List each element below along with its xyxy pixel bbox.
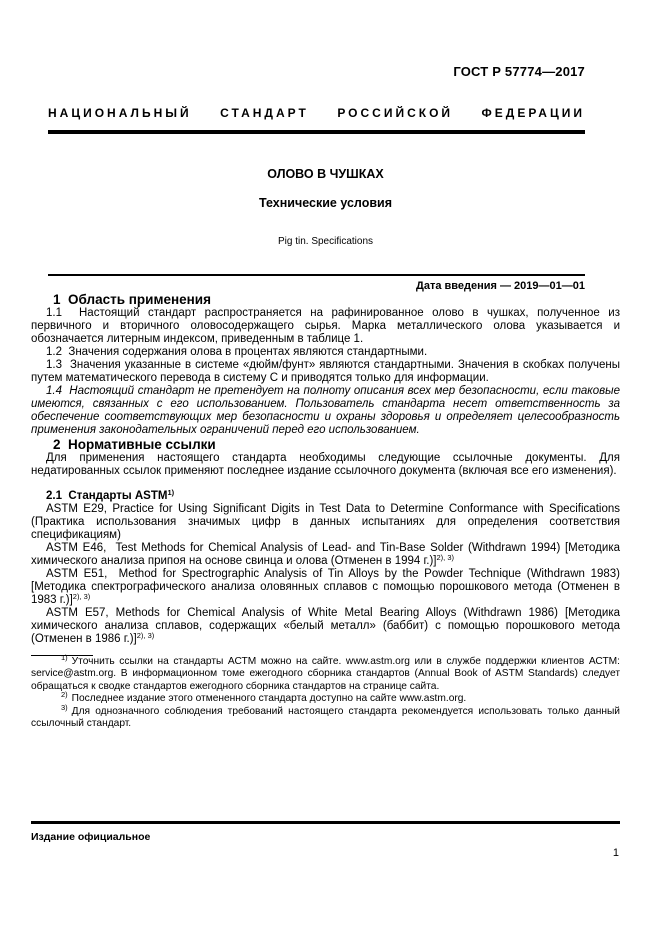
reference-astm-e51 [31, 568, 620, 607]
subtitle-ru: Технические условия [258, 196, 392, 210]
page-content [31, 64, 620, 730]
footnote-text: Последнее издание этого отмененного стандарта доступно на сайте www.astm.org. [71, 693, 467, 705]
footnote-text: Для однозначного соблюдения требований настоящего стандарта рекомендуется использовать только данный ссылочный стандарт. [31, 705, 620, 730]
reference-text: ASTM E46, Test Methods for Chemical Analysis of Lead- and Tin-Base Solder (Withdrawn 1994) [Методика химического анализа припоя на основе свинца и олова (Отменен в 1994 г.)] [31, 542, 620, 567]
title-rule [48, 274, 585, 276]
paragraph-1-3: 1.3 Значения указанные в системе «дюйм/фунт» являются стандартными. Значения в скобках получены путем математического перевода в систему С и приводятся только для информации. [31, 359, 620, 384]
footnote-ref: 2), 3) [436, 553, 454, 562]
date-block [48, 274, 585, 292]
footer-rule [31, 821, 620, 824]
reference-astm-e46 [31, 542, 620, 568]
footnote-ref-1: 1) [167, 488, 175, 497]
footnote-marker: 2) [61, 690, 68, 700]
page-number: 1 [612, 847, 619, 859]
reference-astm-e29 [31, 503, 620, 542]
section-2-1-label: 2.1 Стандарты ASTM [46, 490, 168, 502]
doc-number: ГОСТ Р 57774—2017 [453, 64, 585, 79]
introduction-date: Дата введения — 2019—01—01 [416, 280, 585, 292]
section-2-heading: 2 Нормативные ссылки [53, 437, 216, 452]
title-en: Pig tin. Specifications [277, 236, 374, 247]
footnote-text: Уточнить ссылки на стандарты АСТМ можно на сайте. www.astm.org или в службе поддержки клиентов АСТМ: service@astm.org. В информационном томе ежегодного сборника стандартов (Annual Book of ASTM Standards) следует обращаться к сводке стандартов ежегодного сборника стандартов на странице сайта. [31, 656, 620, 692]
paragraph-1-2: 1.2 Значения содержания олова в процентах являются стандартными. [46, 346, 428, 358]
footnote-ref: 2), 3) [136, 631, 155, 640]
paragraph-1-1: 1.1 Настоящий стандарт распространяется на рафинированное олово в чушках, полученное из первичного и вторичного оловосодержащего сырья. Марка металлического олова указывается и обозначается литерным индексом, приведенным в таблице 1. [31, 307, 620, 345]
footnote-3 [31, 702, 620, 731]
federation-title: НАЦИОНАЛЬНЫЙ СТАНДАРТ РОССИЙСКОЙ ФЕДЕРАЦИИ [48, 106, 585, 120]
reference-text: ASTM E29, Practice for Using Significant Digits in Test Data to Determine Conformance with Specifications (Практика использования значимых цифр в данных испытаниях для определения соответствия спецификациям) [31, 503, 620, 541]
reference-text: ASTM E51, Method for Spectrographic Analysis of Tin Alloys by the Powder Technique (Withdrawn 1983) [Методика спектрографического анализа оловянных сплавов с помощью порошкового метода (Отменен в 1983 г.)] [31, 568, 620, 606]
paragraph-1-4: 1.4 Настоящий стандарт не претендует на полноту описания всех мер безопасности, если таковые имеются, связанных с его использованием. Пользователь стандарта несет ответственность за обеспечение соответствующих мер безопасности и охраны здоровья и определяет целесообразность применения законодательных ограничений перед его использованием. [31, 385, 620, 436]
footnote-1 [31, 653, 620, 693]
section-2-intro: Для применения настоящего стандарта необходимы следующие ссылочные документы. Для недатированных ссылок применяют последнее издание ссылочного документа (включая все его изменения). [31, 452, 620, 477]
footnote-marker: 1) [61, 653, 68, 662]
footnote-marker: 3) [61, 702, 68, 712]
edition-note: Издание официальное [31, 831, 151, 843]
section-2-1-heading [31, 489, 620, 503]
document-header [48, 64, 585, 134]
header-rule [48, 130, 585, 134]
footnote-ref: 2), 3) [72, 592, 91, 601]
section-1-heading: 1 Область применения [53, 292, 211, 307]
reference-text: ASTM E57, Methods for Chemical Analysis of White Metal Bearing Alloys (Withdrawn 1986) [Методика химического анализа сплавов, содержащих «белый металл» (баббит) с помощью порошкового метода (Отменен в 1986 г.)] [31, 607, 620, 645]
footnote-2 [31, 690, 620, 705]
title-ru: ОЛОВО В ЧУШКАХ [267, 167, 384, 181]
reference-astm-e57 [31, 607, 620, 646]
